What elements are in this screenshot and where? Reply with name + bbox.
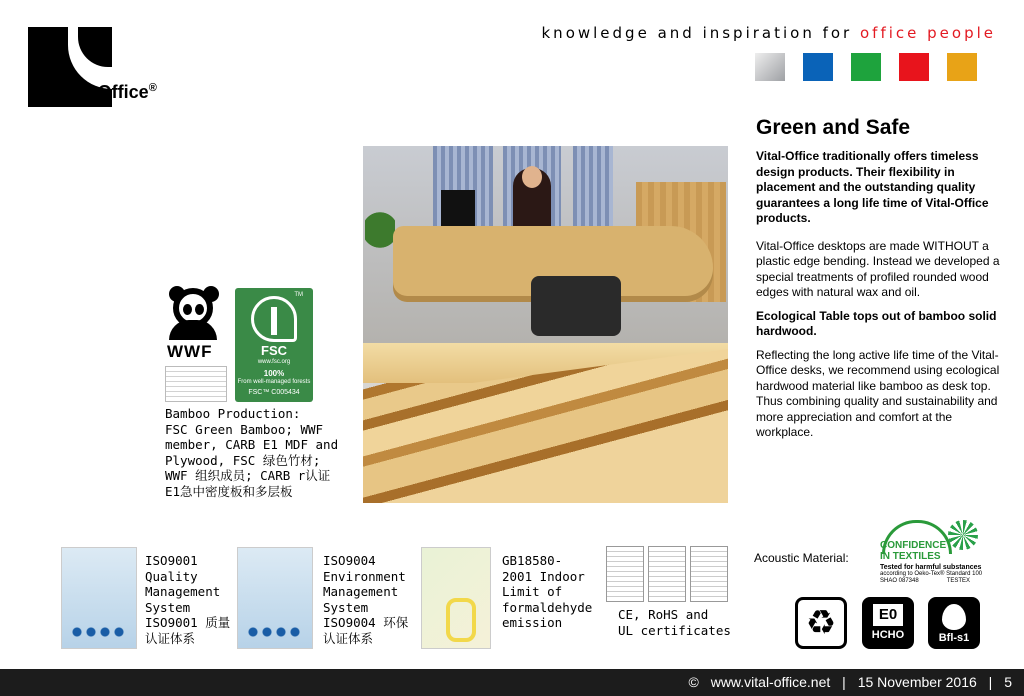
office-scene — [363, 146, 728, 343]
edge-paragraph: Vital-Office desktops are made WITHOUT a plastic edge bending. Instead we developed a special treatments of profiled rounded wood edges with natural wax and oil. — [756, 238, 1000, 299]
swatch-red — [899, 53, 929, 81]
acoustic-material-label: Acoustic Material: — [754, 551, 849, 565]
footer-url[interactable]: www.vital-office.net — [710, 674, 831, 690]
tree-check-icon — [251, 296, 297, 342]
office-bamboo-photo — [363, 146, 728, 503]
ce-rohs-ul-caption: CE, RoHS and UL certificates — [618, 607, 731, 638]
flame-icon — [942, 604, 966, 630]
gb18580-certificate-image — [421, 547, 491, 649]
wwf-certificate — [165, 366, 227, 402]
fsc-logo: TM FSC www.fsc.org 100% From well-managed forests FSC™ C005434 — [235, 288, 313, 402]
intro-paragraph: Vital-Office traditionally offers timeless design products. Their flexibility in placement and the outstanding quality guarantees a long life time of Vital-Office products. — [756, 149, 989, 225]
iso9001-caption: ISO9001 Quality Management System ISO9001 质量 认证体系 — [145, 553, 231, 646]
iso9004-caption: ISO9004 Environment Management System ISO9004 环保 认证体系 — [323, 553, 409, 646]
footer: © www.vital-office.net | 15 November 2016 | 5 — [0, 669, 1024, 696]
iso9004-certificate-image — [237, 547, 313, 649]
copyright-symbol: © — [688, 674, 699, 690]
swatch-green — [851, 53, 881, 81]
tagline-accent: office people — [860, 24, 996, 42]
color-swatches — [755, 53, 977, 81]
page-title: Green and Safe — [756, 116, 911, 139]
main-text — [756, 149, 1002, 453]
oeko-tex-logo: CONFIDENCE IN TEXTILES Tested for harmful substances according to Oeko-Tex® Standard 100 SHAO 087348 TESTEX — [874, 514, 982, 590]
fire-rating-icon: Bfl-s1 — [928, 597, 980, 649]
brand-name: Vital-Office® — [54, 82, 157, 102]
tagline: knowledge and inspiration for office people — [541, 24, 996, 42]
recycle-icon: ♻ — [795, 597, 847, 649]
flower-icon — [948, 520, 978, 550]
logo-mark — [68, 27, 112, 89]
swatch-orange — [947, 53, 977, 81]
swatch-silver — [755, 53, 785, 81]
swatch-blue — [803, 53, 833, 81]
bamboo-production-caption: Bamboo Production: FSC Green Bamboo; WWF member, CARB E1 MDF and Plywood, FSC 绿色竹材; WWF 组织成员; CARB r认证 E1急中密度板和多层板 — [165, 406, 339, 499]
e0-hcho-icon: E0 HCHO — [862, 597, 914, 649]
iso9001-certificate-image — [61, 547, 137, 649]
bamboo-subheading: Ecological Table tops out of bamboo solid hardwood. — [756, 308, 997, 338]
ce-rohs-ul-certificate-images — [606, 546, 728, 602]
wwf-logo: WWF — [165, 286, 223, 364]
bamboo-paragraph: Reflecting the long active life time of the Vital-Office desks, we recommend using ecological hardwood material like bamboo as desk top. Thus combining quality and sustainability and more appreciation and comfort at the workplace. — [756, 347, 1000, 439]
gb18580-caption: GB18580- 2001 Indoor Limit of formaldehyde emission — [502, 553, 593, 630]
page-number: 5 — [1004, 674, 1012, 690]
footer-date: 15 November 2016 — [857, 674, 977, 690]
